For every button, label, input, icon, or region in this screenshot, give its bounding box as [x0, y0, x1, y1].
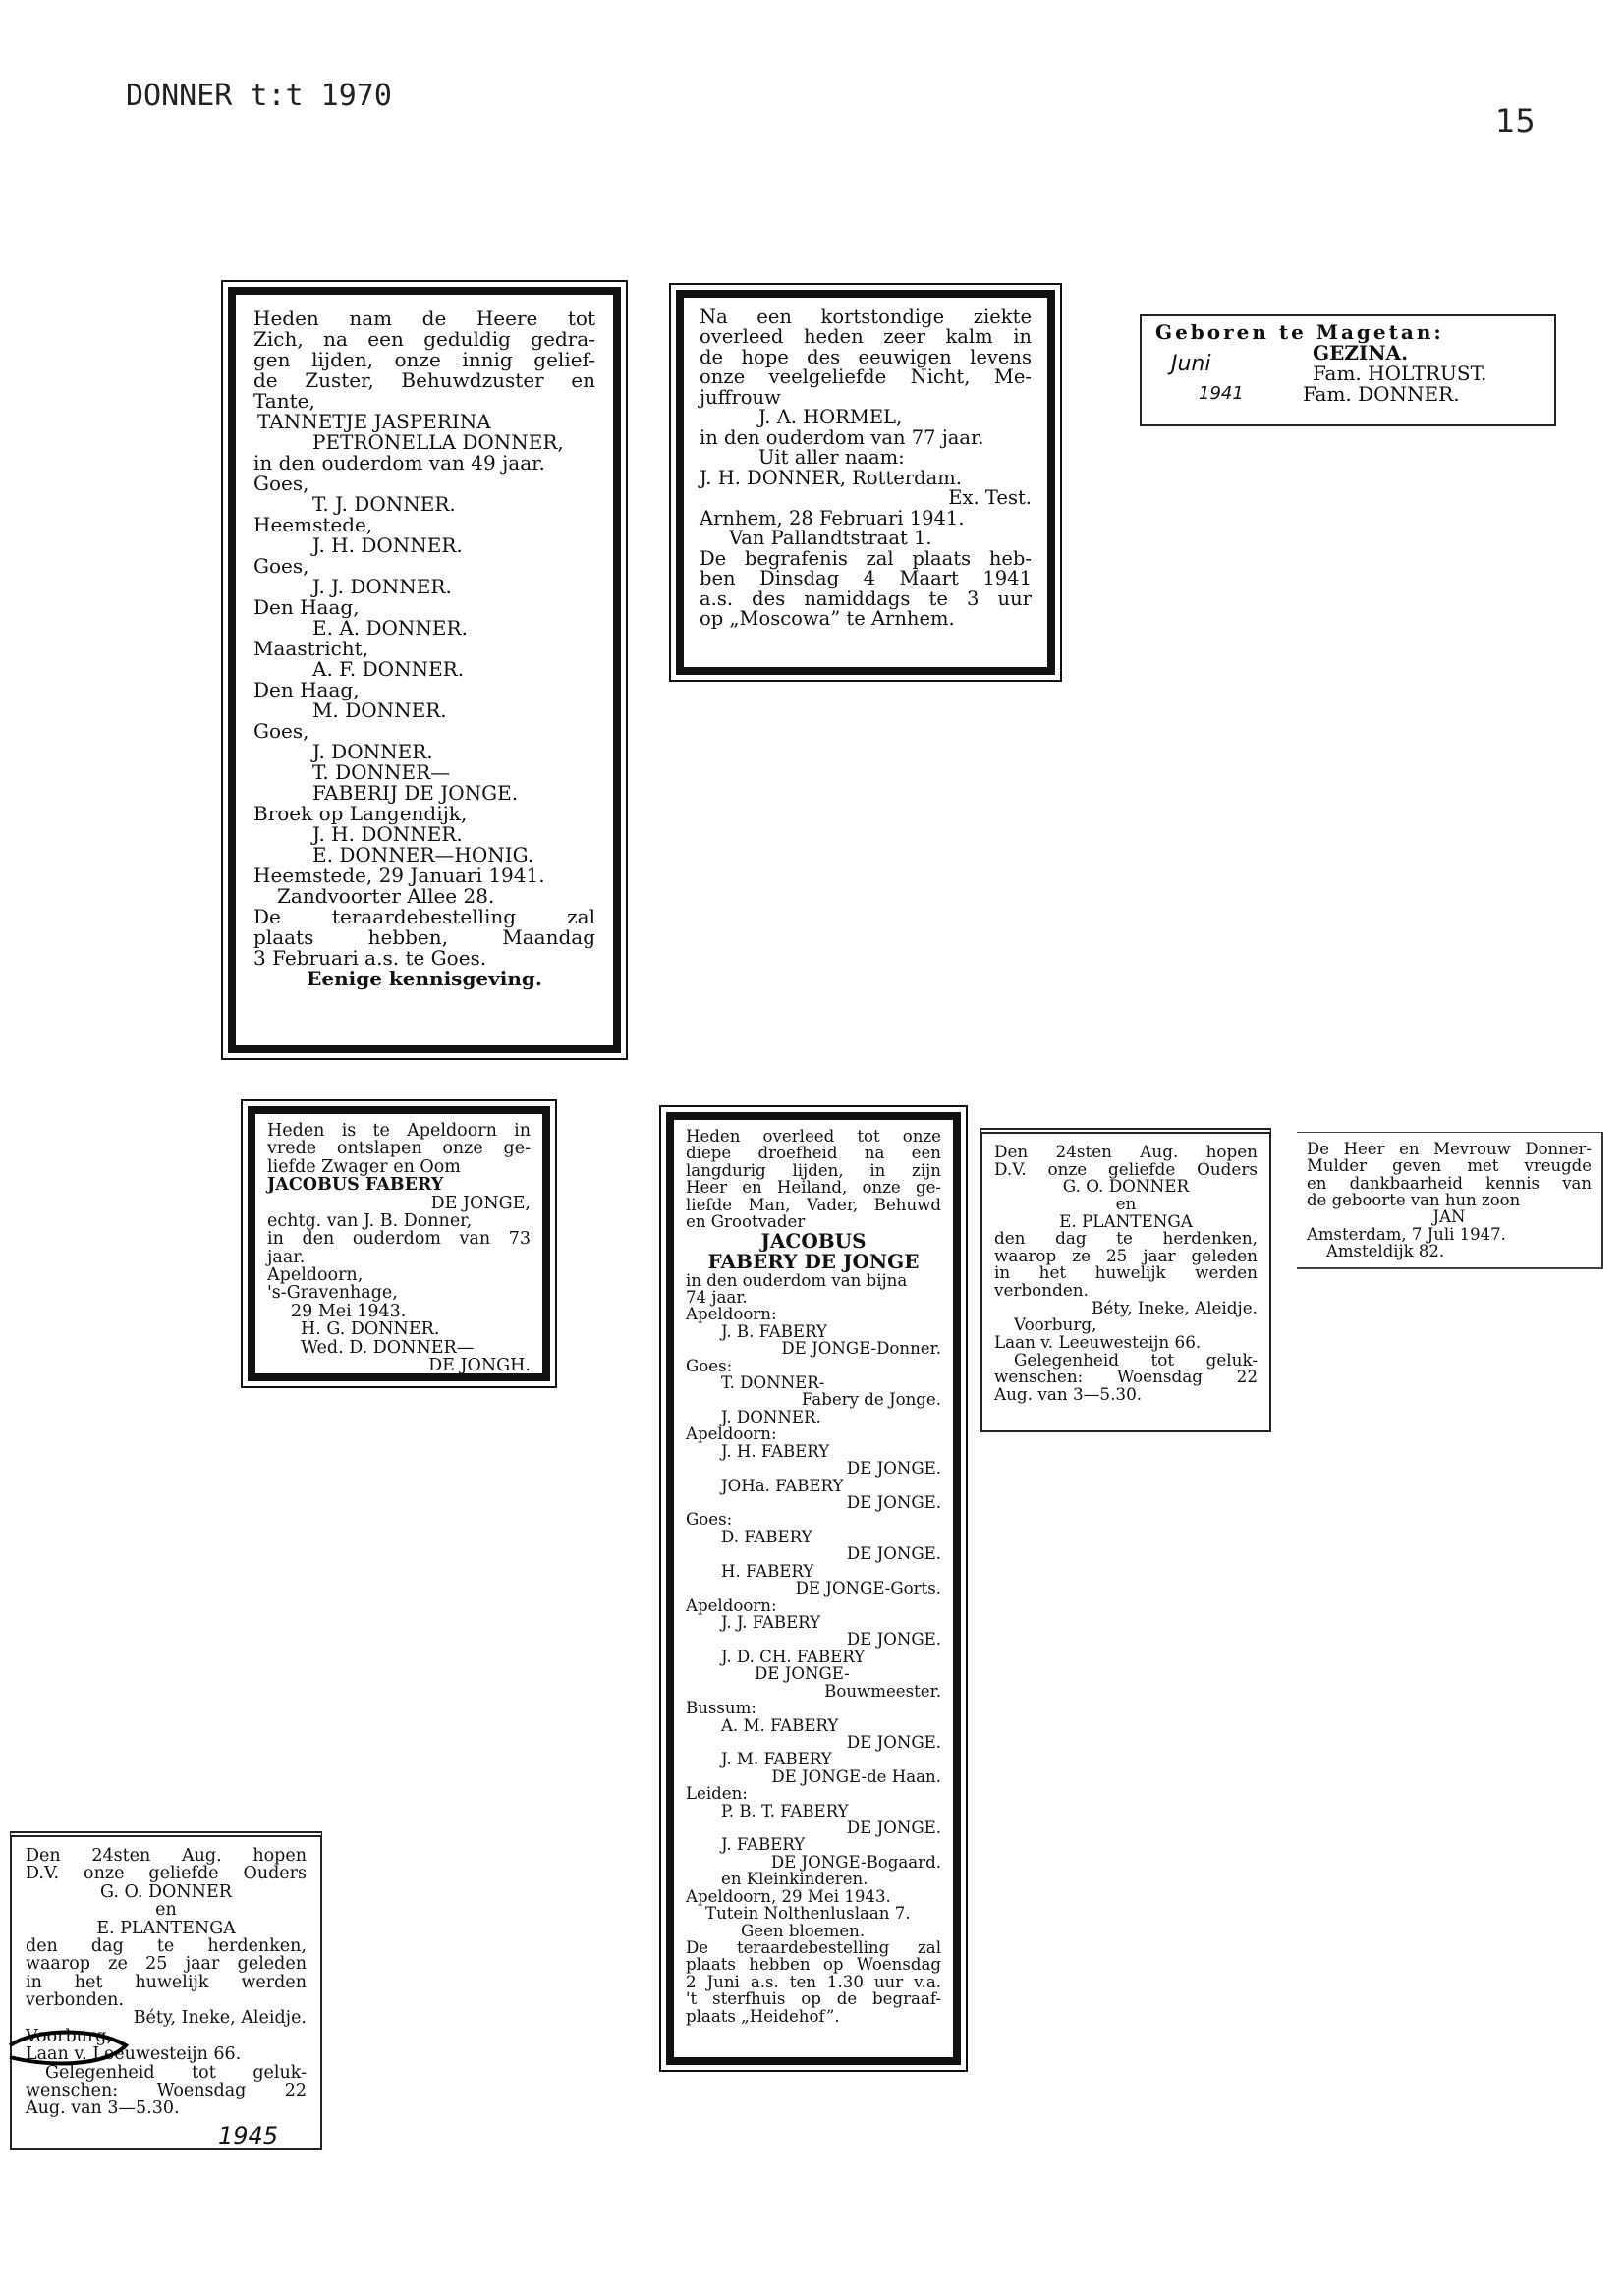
notice-line: Zich, na een geduldig gedra- — [253, 327, 595, 351]
page-number: 15 — [1495, 102, 1536, 140]
notice-line: Aug. van 3—5.30. — [994, 1383, 1143, 1404]
notice-line: de Zuster, Behuwdzuster en — [253, 368, 595, 392]
deceased-name: FABERY DE JONGE — [707, 1249, 920, 1273]
children-names: Béty, Ineke, Aleidje. — [1091, 1297, 1258, 1317]
family-name: Fam. HOLTRUST. — [1313, 362, 1487, 385]
notice-line: verbonden. — [26, 1990, 125, 2010]
notice-line: liefde Man, Vader, Behuwd — [686, 1195, 941, 1214]
anniversary-notice-donner-plantenga-copy — [10, 1831, 322, 2150]
place: 's-Gravenhage, — [267, 1283, 398, 1304]
deceased-name: JACOBUS FABERY — [267, 1175, 444, 1196]
place: Apeldoorn, — [267, 1265, 364, 1285]
relative-name: D. FABERY — [721, 1527, 812, 1546]
notice-line: Gelegenheid tot geluk- — [1014, 1349, 1258, 1370]
person-name: E. PLANTENGA — [1059, 1210, 1193, 1231]
place: Apeldoorn: — [686, 1425, 777, 1444]
death-notice-donner-1941 — [228, 287, 621, 1053]
relative-name: J. B. FABERY — [721, 1321, 827, 1341]
handwritten-year: 1945 — [218, 2122, 279, 2150]
notice-line: plaats hebben op Woensdag — [686, 1955, 941, 1975]
relative-name: DE JONGH. — [428, 1355, 531, 1375]
relative-name: J. DONNER. — [721, 1407, 821, 1426]
place: Goes: — [686, 1356, 733, 1375]
address-line: Van Pallandtstraat 1. — [729, 527, 932, 550]
place: Maastricht, — [253, 637, 369, 660]
notice-footer: Eenige kennisgeving. — [307, 967, 542, 990]
relative-name: P. B. T. FABERY — [721, 1801, 849, 1820]
notice-line: ben Dinsdag 4 Maart 1941 — [700, 567, 1032, 590]
notice-line: waarop ze 25 jaar geleden — [26, 1954, 307, 1975]
relative-name: en Kleinkinderen. — [721, 1870, 868, 1889]
notice-line: 2 Juni a.s. ten 1.30 uur v.a. — [686, 1972, 941, 1991]
place: Goes, — [253, 719, 309, 743]
deceased-name: PETRONELLA DONNER, — [312, 430, 564, 454]
notice-line: in het huwelijk werden — [26, 1972, 307, 1992]
relative-name: DE JONGE-Bogaard. — [770, 1852, 941, 1872]
child-name: JAN — [1432, 1207, 1466, 1227]
notice-line: de hope des eeuwigen levens — [700, 345, 1032, 368]
relative-name: T. J. DONNER. — [312, 492, 456, 516]
notice-line: de geboorte van hun zoon — [1307, 1190, 1521, 1209]
notice-line: in den ouderdom van bijna — [686, 1270, 908, 1290]
death-notice-fabery-long — [666, 1112, 961, 2065]
relative-name: JOHa. FABERY — [721, 1476, 844, 1495]
notice-line: in den ouderdom van 49 jaar. — [253, 451, 545, 475]
notice-line: 3 Februari a.s. te Goes. — [253, 946, 487, 970]
relative-name: DE JONGE. — [846, 1544, 941, 1564]
place: Voorburg, — [1014, 1314, 1097, 1335]
relative-name: J. FABERY — [721, 1835, 806, 1855]
relative-name: H. FABERY — [721, 1561, 814, 1581]
notice-line: Heer en Heiland, onze ge- — [686, 1178, 941, 1198]
date-line: Arnhem, 28 Februari 1941. — [700, 506, 965, 530]
relative-name: J. J. FABERY — [721, 1612, 821, 1632]
address-line: Tutein Nolthenluslaan 7. — [705, 1904, 911, 1924]
notice-line: plaats hebben, Maandag — [253, 925, 595, 949]
notice-line: en — [1115, 1193, 1137, 1213]
address-line: Amsteldijk 82. — [1326, 1241, 1445, 1260]
place: Goes, — [253, 554, 309, 578]
anniversary-notice-donner-plantenga — [980, 1128, 1271, 1432]
notice-line: Gelegenheid tot geluk- — [45, 2062, 307, 2083]
person-name: G. O. DONNER — [1062, 1176, 1190, 1197]
notice-line: waarop ze 25 jaar geleden — [994, 1245, 1258, 1265]
notice-line: gen lijden, onze innig gelief- — [253, 348, 595, 371]
notice-line: Tante, — [253, 389, 315, 413]
notice-line: in het huwelijk werden — [994, 1262, 1258, 1283]
place: Den Haag, — [253, 595, 360, 619]
notice-line: wenschen: Woensdag 22 — [26, 2080, 307, 2100]
handwritten-circle-mark — [8, 2024, 136, 2073]
notice-line: verbonden. — [994, 1280, 1089, 1300]
relative-name: A. M. FABERY — [721, 1715, 839, 1735]
handwritten-month: Juni — [1171, 352, 1211, 376]
notice-line: De teraardebestelling zal — [253, 905, 595, 928]
relative-name: J. H. DONNER. — [312, 822, 463, 846]
notice-line: op „Moscowa” te Arnhem. — [700, 607, 955, 631]
relative-name: Wed. D. DONNER— — [301, 1337, 475, 1358]
notice-line: echtg. van J. B. Donner, — [267, 1210, 473, 1231]
place: Apeldoorn: — [686, 1595, 777, 1615]
place: Voorburg, — [26, 2026, 113, 2046]
notice-line: Mulder geven met vreugde — [1307, 1156, 1592, 1176]
notice-line: den dag te herdenken, — [994, 1228, 1258, 1249]
date-line: Amsterdam, 7 Juli 1947. — [1307, 1224, 1506, 1244]
relative-name: A. F. DONNER. — [312, 657, 465, 681]
date-line: Heemstede, 29 Januari 1941. — [253, 864, 545, 887]
relative-name: H. G. DONNER. — [301, 1319, 440, 1340]
family-name: Fam. DONNER. — [1303, 382, 1460, 406]
deceased-name: J. A. HORMEL, — [758, 406, 903, 429]
notice-line: 74 jaar. — [686, 1287, 748, 1307]
date-line: 29 Mei 1943. — [291, 1301, 407, 1321]
relative-name: T. DONNER— — [312, 760, 451, 784]
notice-line: Heden is te Apeldoorn in — [267, 1121, 531, 1141]
notice-line: Geen bloemen. — [741, 1921, 866, 1940]
notice-line: Den 24sten Aug. hopen — [26, 1846, 307, 1866]
notice-line: jaar. — [267, 1247, 306, 1267]
place: Broek op Langendijk, — [253, 802, 468, 825]
relative-name: DE JONGE-Donner. — [781, 1339, 941, 1359]
place: Apeldoorn: — [686, 1305, 777, 1324]
notice-line: plaats „Heidehof”. — [686, 2006, 840, 2026]
notice-line: liefde Zwager en Oom — [267, 1156, 461, 1177]
notice-line: in den ouderdom van 73 — [267, 1229, 531, 1250]
place: Leiden: — [686, 1784, 748, 1804]
relative-name: E. A. DONNER. — [312, 616, 468, 640]
child-name: GEZINA. — [1313, 341, 1409, 364]
notice-line: Ex. Test. — [948, 486, 1032, 510]
notice-line: vrede ontslapen onze ge- — [267, 1139, 531, 1159]
relative-name: FABERIJ DE JONGE. — [312, 781, 519, 805]
relative-name: DE JONGE. — [846, 1630, 941, 1650]
relative-name: E. DONNER—HONIG. — [312, 843, 534, 867]
notice-line: wenschen: Woensdag 22 — [994, 1367, 1258, 1387]
place: Goes, — [253, 472, 309, 495]
person-name: E. PLANTENGA — [96, 1918, 236, 1938]
address-line: Laan v. Leeuwesteijn 66. — [26, 2044, 242, 2065]
notice-line: 't sterfhuis op de begraaf- — [686, 1989, 941, 2009]
notice-line: D.V. onze geliefde Ouders — [994, 1158, 1258, 1179]
notice-line: overleed heden zeer kalm in — [700, 325, 1032, 349]
relative-name: DE JONGE-de Haan. — [771, 1766, 941, 1786]
relative-name: J. M. FABERY — [721, 1750, 832, 1769]
handwritten-year: 1941 — [1199, 383, 1244, 404]
relative-name: DE JONGE-Gorts. — [795, 1579, 941, 1598]
deceased-name: DE JONGE, — [430, 1193, 531, 1213]
date-line: Apeldoorn, 29 Mei 1943. — [686, 1886, 891, 1906]
relative-name: J. DONNER. — [312, 740, 433, 763]
notice-line: Uit aller naam: — [758, 446, 905, 470]
children-names: Béty, Ineke, Aleidje. — [133, 2008, 307, 2029]
birth-notice-jan — [1297, 1132, 1603, 1269]
notice-line: De teraardebestelling zal — [686, 1937, 941, 1957]
notice-line: De Heer en Mevrouw Donner- — [1307, 1140, 1592, 1158]
notice-line: en dankbaarheid kennis van — [1307, 1173, 1592, 1193]
relative-name: DE JONGE. — [846, 1732, 941, 1752]
address-line: Zandvoorter Allee 28. — [277, 884, 495, 908]
relative-name: M. DONNER. — [312, 699, 447, 722]
notice-line: juffrouw — [700, 385, 781, 409]
relative-name: DE JONGE. — [846, 1459, 941, 1479]
deceased-name: JACOBUS — [760, 1228, 867, 1253]
notice-line: Heden overleed tot onze — [686, 1127, 941, 1146]
place: Bussum: — [686, 1699, 756, 1718]
notice-line: Heden nam de Heere tot — [253, 307, 595, 330]
relative-name: J. J. DONNER. — [312, 575, 452, 598]
place: Heemstede, — [253, 513, 373, 536]
relative-name: J. H. DONNER, Rotterdam. — [700, 466, 962, 489]
page-title: DONNER t:t 1970 — [126, 79, 392, 113]
notice-line: den dag te herdenken, — [26, 1935, 307, 1956]
relative-name: Fabery de Jonge. — [801, 1390, 941, 1410]
notice-line: en Grootvader — [686, 1212, 806, 1232]
birth-notice-gezina — [1140, 314, 1556, 426]
notice-heading: Geboren te Magetan: — [1155, 320, 1444, 344]
notice-line: Aug. van 3—5.30. — [26, 2098, 180, 2119]
notice-line: De begrafenis zal plaats heb- — [700, 546, 1032, 570]
deceased-name: TANNETJE JASPERINA — [257, 410, 491, 433]
notice-line: diepe droefheid na een — [686, 1144, 941, 1163]
notice-line: in den ouderdom van 77 jaar. — [700, 425, 984, 449]
relative-name: J. D. CH. FABERY — [721, 1647, 866, 1666]
address-line: Laan v. Leeuwesteijn 66. — [994, 1331, 1202, 1352]
death-notice-fabery-small — [248, 1106, 550, 1381]
relative-name: T. DONNER- — [721, 1373, 825, 1393]
notice-line: langdurig lijden, in zijn — [686, 1160, 941, 1180]
notice-line: onze veelgeliefde Nicht, Me- — [700, 365, 1032, 389]
person-name: G. O. DONNER — [100, 1881, 232, 1902]
relative-name: J. H. FABERY — [721, 1441, 830, 1461]
notice-line: Na een kortstondige ziekte — [700, 306, 1032, 328]
place: Den Haag, — [253, 678, 360, 701]
relative-name: DE JONGE- — [755, 1664, 850, 1684]
notice-line: Den 24sten Aug. hopen — [994, 1142, 1258, 1161]
notice-line: D.V. onze geliefde Ouders — [26, 1864, 307, 1884]
relative-name: DE JONGE. — [846, 1493, 941, 1513]
notice-line: a.s. des namiddags te 3 uur — [700, 587, 1032, 610]
relative-name: Bouwmeester. — [824, 1681, 941, 1701]
death-notice-hormel-1941 — [676, 290, 1055, 675]
relative-name: DE JONGE. — [846, 1818, 941, 1838]
relative-name: J. H. DONNER. — [312, 533, 463, 557]
place: Goes: — [686, 1510, 733, 1530]
notice-line: en — [155, 1900, 177, 1921]
